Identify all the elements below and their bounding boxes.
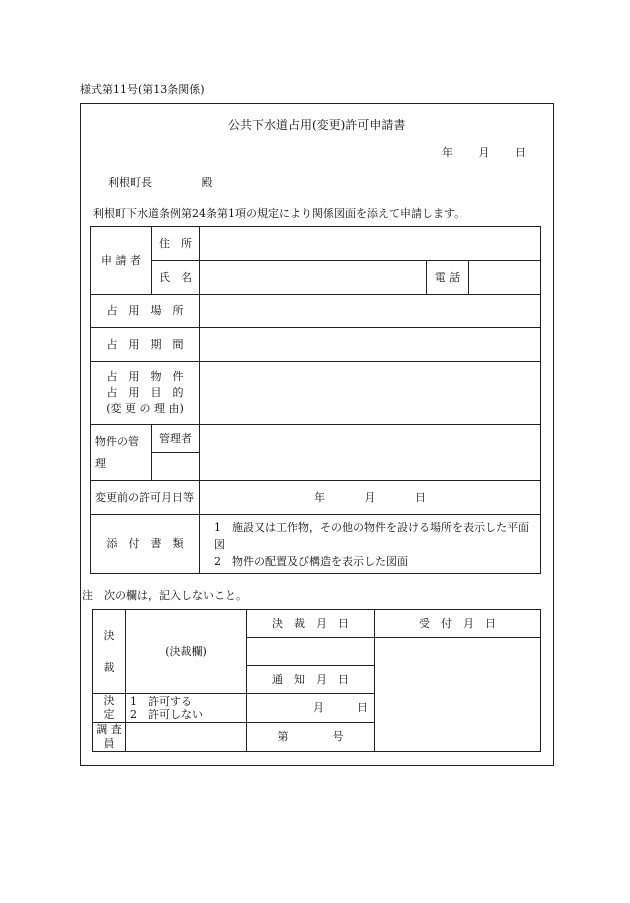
notice-date-label: 通 知 月 日 bbox=[247, 666, 375, 694]
form-number: 様式第11号(第13条関係) bbox=[80, 83, 205, 96]
date-day: 日 bbox=[515, 146, 526, 159]
manager-label-text: 物件の管理 bbox=[95, 434, 139, 470]
manager-sub-field[interactable] bbox=[152, 453, 200, 481]
purpose-label: 占 用 目 的 bbox=[106, 386, 184, 399]
manager-field[interactable] bbox=[200, 425, 541, 481]
addressee-honorific: 殿 bbox=[201, 176, 213, 189]
manager-label bbox=[91, 425, 152, 481]
application-table bbox=[90, 226, 541, 574]
pre-change-day: 日 bbox=[415, 490, 426, 504]
pre-change-label-text: 変更前の許可月日等 bbox=[95, 491, 194, 504]
note-text: 注 次の欄は，記入しないこと。 bbox=[82, 589, 247, 602]
attachments-list bbox=[200, 515, 541, 574]
attachments-label: 添 付 書 類 bbox=[91, 515, 200, 574]
kessai-char-1: 決 bbox=[103, 628, 115, 642]
object-label: 占 用 物 件 bbox=[106, 370, 184, 383]
investigator-label: 調 査 員 bbox=[93, 723, 126, 752]
decision-options[interactable] bbox=[126, 694, 247, 723]
period-field[interactable] bbox=[200, 328, 541, 362]
kessai-box: (決裁欄) bbox=[126, 610, 247, 694]
phone-field[interactable] bbox=[469, 261, 541, 295]
applicant-label: 申 請 者 bbox=[91, 227, 152, 295]
name-label: 氏 名 bbox=[152, 261, 200, 295]
pre-change-month: 月 bbox=[364, 490, 376, 504]
address-label: 住 所 bbox=[152, 227, 200, 261]
number-field[interactable]: 第 号 bbox=[247, 723, 375, 752]
notice-month-day-text: 月 日 bbox=[313, 701, 368, 714]
object-purpose-field[interactable] bbox=[200, 362, 541, 425]
period-label: 占 用 期 間 bbox=[91, 328, 200, 362]
name-field[interactable] bbox=[200, 261, 427, 295]
reason-label: (変 更 の 理 由) bbox=[106, 402, 184, 415]
phone-label: 電 話 bbox=[427, 261, 469, 295]
addressee-name: 利根町長 bbox=[108, 176, 152, 189]
attachment-item-2: 2 物件の配置及び構造を表示した図面 bbox=[214, 554, 408, 568]
date-year: 年 bbox=[442, 146, 453, 159]
addressee bbox=[108, 174, 213, 190]
location-label: 占 用 場 所 bbox=[91, 295, 200, 328]
date-line bbox=[442, 144, 532, 160]
pre-change-date-field[interactable] bbox=[200, 481, 541, 515]
date-month: 月 bbox=[478, 146, 490, 159]
investigator-field[interactable] bbox=[126, 723, 247, 752]
pre-change-year: 年 bbox=[314, 490, 325, 504]
page-title: 公共下水道占用(変更)許可申請書 bbox=[228, 118, 406, 132]
notice-month-day[interactable] bbox=[247, 694, 375, 723]
office-use-table bbox=[92, 609, 541, 752]
pre-change-label bbox=[91, 481, 200, 515]
address-field[interactable] bbox=[200, 227, 541, 261]
manager-sub-label: 管理者 bbox=[152, 425, 200, 453]
intro-text: 利根町下水道条例第24条第1項の規定により関係図面を添えて申請します。 bbox=[93, 207, 466, 220]
decision-option-2: 2 許可しない bbox=[130, 708, 203, 721]
receipt-date-label: 受 付 月 日 bbox=[375, 610, 541, 638]
attachment-item-1: 1 施設又は工作物，その他の物件を設ける場所を表示した平面図 bbox=[214, 520, 529, 551]
receipt-date-field[interactable] bbox=[375, 638, 541, 752]
kessai-char-2: 裁 bbox=[103, 660, 115, 674]
object-purpose-label bbox=[91, 362, 200, 425]
decision-label: 決 定 bbox=[93, 694, 126, 723]
kessai-date-field[interactable] bbox=[247, 638, 375, 666]
kessai-date-label: 決 裁 月 日 bbox=[247, 610, 375, 638]
kessai-label bbox=[93, 610, 126, 694]
location-field[interactable] bbox=[200, 295, 541, 328]
decision-option-1: 1 許可する bbox=[130, 695, 192, 708]
